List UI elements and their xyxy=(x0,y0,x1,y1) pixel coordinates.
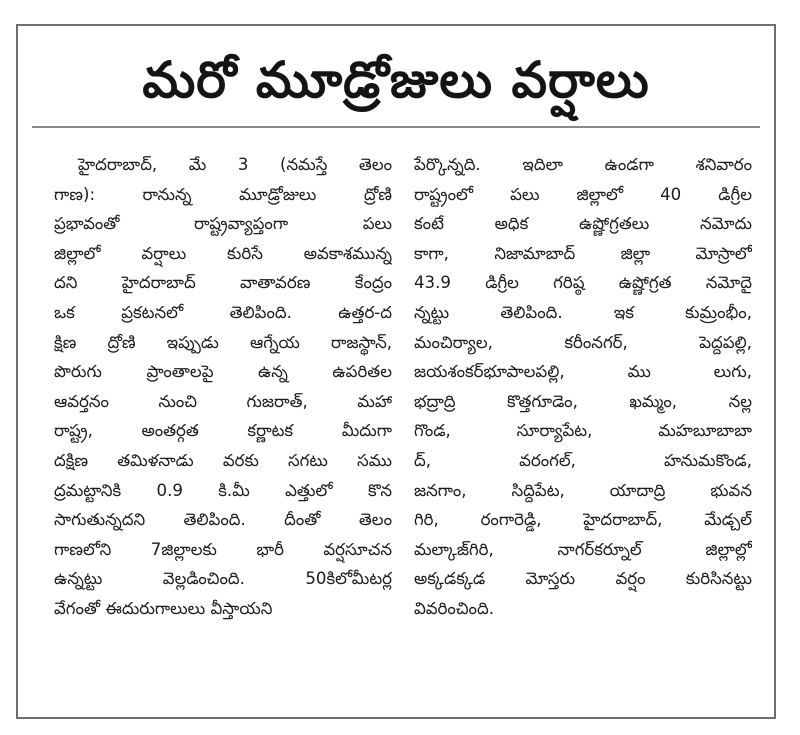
article-text-line: అక్కడక్కడ మోస్తరు వర్షం కురిసినట్టు xyxy=(414,569,752,589)
article-text-line: ఉన్నట్టు వెల్లడించింది. 50కిలోమీటర్ల xyxy=(54,569,392,589)
article-text-line: మల్కాజ్‌గిరి, నాగర్‌కర్నూల్ జిల్లాల్లో xyxy=(414,539,752,559)
article-text-line: రాష్ట్ర, అంతర్గత కర్ణాటక మీదుగా xyxy=(54,421,392,441)
article-text-line: ఆవర్తనం నుంచి గుజరాత్, మహా xyxy=(54,391,392,411)
article-text-line: గొండ, సూర్యాపేట, మహబూబాబా xyxy=(414,421,752,441)
article-text-line: జిల్లాలో వర్షాలు కురిసే అవకాశమున్న xyxy=(54,243,392,263)
article-text-line: మంచిర్యాల, కరీంనగర్, పెద్దపల్లి, xyxy=(414,332,752,352)
article-text-line: జయశంకర్‌భూపాలపల్లి, ము లుగు, xyxy=(414,362,752,382)
article-text-line: గిరి, రంగారెడ్డి, హైదరాబాద్, మేడ్చల్ xyxy=(414,510,752,530)
article-text-line: ద్, వరంగల్, హనుమకొండ, xyxy=(414,450,752,470)
article-text-line: వేగంతో ఈదురుగాలులు వీస్తాయని xyxy=(54,598,273,618)
right-column xyxy=(414,150,752,624)
headline-divider xyxy=(32,126,760,128)
article-text-line: పేర్కొన్నది. ఇదిలా ఉండగా శనివారం xyxy=(414,155,752,174)
article-headline: మరో మూడ్రోజులు వర్షాలు xyxy=(142,51,650,109)
article-text-line: వివరించింది. xyxy=(414,598,494,618)
article-text-line: కంటే అధిక ఉష్ణోగ్రతలు నమోదు xyxy=(414,214,752,234)
article-text-line: దక్షిణ తమిళనాడు వరకు సగటు సము xyxy=(54,450,392,470)
article-text-line: పొరుగు ప్రాంతాలపై ఉన్న ఉపరితల xyxy=(54,362,392,382)
article-text-line: సాగుతున్నదని తెలిపింది. దీంతో తెలం xyxy=(54,510,392,530)
article-text-line: హైదరాబాద్, మే 3 (నమస్తే తెలం xyxy=(78,155,392,174)
article-text-line: 43.9 డిగ్రీల గరిష్ఠ ఉష్ణోగ్రత నమోదై xyxy=(414,273,752,293)
article-text-line: ఒక ప్రకటనలో తెలిపింది. ఉత్తర-ద xyxy=(54,302,392,322)
article-text-line: గాణ): రానున్న మూడ్రోజులు ద్రోణి xyxy=(54,184,392,204)
article-text-line: ద్రమట్టానికి 0.9 కి.మీ ఎత్తులో కొన xyxy=(54,480,392,500)
article-text-line: జనగాం, సిద్దిపేట, యాదాద్రి భువన xyxy=(414,480,752,500)
previous-article-cut-edge xyxy=(0,0,800,10)
left-column xyxy=(54,150,392,624)
article-text-line: దని హైదరాబాద్ వాతావరణ కేంద్రం xyxy=(54,273,392,293)
article-text-line: భద్రాద్రి కొత్తగూడెం, ఖమ్మం, నల్ల xyxy=(414,391,752,411)
article-text-line: క్షిణ ద్రోణి ఇప్పుడు ఆగ్నేయ రాజస్థాన్, xyxy=(54,332,392,352)
article-text-line: రాష్ట్రంలో పలు జిల్లాలో 40 డిగ్రీల xyxy=(414,184,752,204)
article-frame xyxy=(16,24,776,719)
article-text-line: కాగా, నిజామాబాద్ జిల్లా మోస్రాలో xyxy=(414,243,752,263)
article-text-line: ప్రభావంతో రాష్ట్రవ్యాప్తంగా పలు xyxy=(54,214,392,234)
article-text-line: గాణలోని 7జిల్లాలకు భారీ వర్షసూచన xyxy=(54,539,392,559)
article-text-line: న్నట్టు తెలిపింది. ఇక కుమ్రంభీం, xyxy=(414,302,752,322)
